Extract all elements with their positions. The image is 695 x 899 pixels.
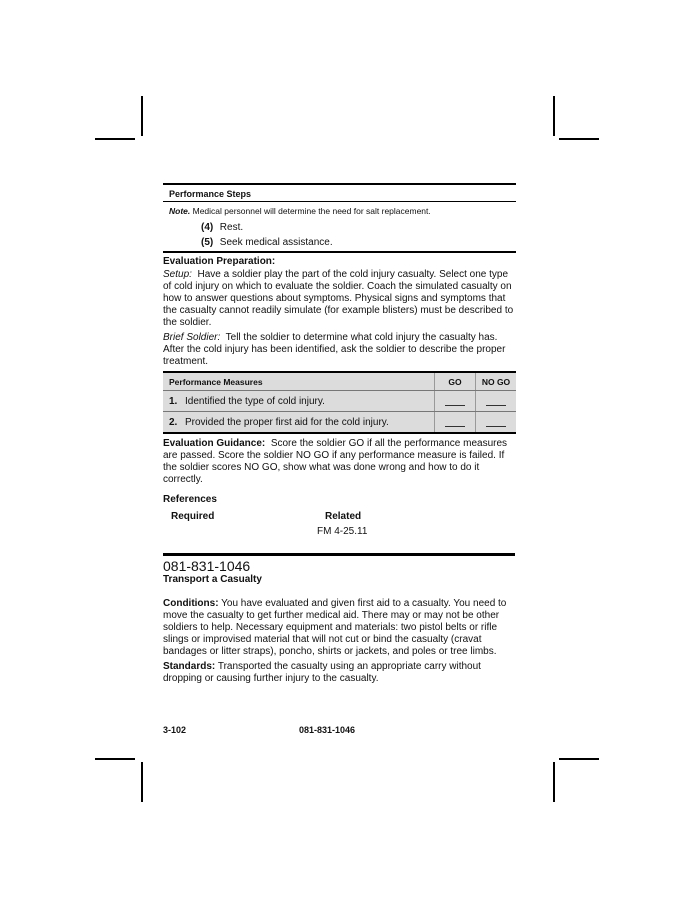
step-text: Seek medical assistance. [219, 237, 333, 248]
footer-task-code: 081-831-1046 [299, 725, 356, 735]
evaluation-preparation-heading: Evaluation Preparation: [163, 256, 276, 267]
references-columns [163, 511, 516, 522]
measure-text: Identified the type of cold injury. [185, 395, 325, 407]
standards-text: Transported the casualty using an appropriate carry without dropping or causing further injury to the casualty. [163, 661, 481, 684]
evaluation-guidance-text: Score the soldier GO if all the performance measures are passed. Score the soldier NO GO if any performance measure is failed. If the soldier scores NO GO, show what was done wrong and how to do it correctly. [163, 438, 508, 485]
crop-mark-top-right-h [559, 138, 599, 140]
measure-number: 1. [169, 395, 178, 407]
evaluation-guidance-paragraph [163, 438, 516, 486]
step-text: Rest. [219, 222, 244, 233]
step-5 [163, 236, 516, 251]
references-heading: References [163, 494, 217, 505]
task-title: Transport a Casualty [163, 574, 262, 585]
crop-mark-bottom-right-v [553, 762, 555, 802]
go-blank[interactable] [435, 391, 476, 412]
crop-mark-top-right-v [553, 96, 555, 136]
measure-cell [163, 412, 435, 434]
brief-text: Tell the soldier to determine what cold injury the casualty has. After the cold injury has been identified, ask the soldier to describe the proper treatment. [163, 332, 506, 367]
crop-mark-top-left-h [95, 138, 135, 140]
table-row [163, 412, 516, 434]
note-text: Medical personnel will determine the need for salt replacement. [192, 206, 431, 216]
note-label: Note. [169, 206, 191, 216]
step-number: (4) [201, 222, 214, 233]
setup-text: Have a soldier play the part of the cold injury casualty. Select one type of cold injury on which to evaluate the soldier. Coach the simulated casualty on how to answer questions about symptoms. Physical signs and symptoms that the casualty cannot readily simulate (for example blisters) must be described to the soldier. [163, 269, 514, 328]
no-go-blank[interactable] [476, 412, 517, 434]
table-row [163, 391, 516, 412]
standards-label: Standards: [163, 661, 216, 672]
table-header-row [163, 372, 516, 391]
brief-soldier-paragraph [163, 332, 516, 368]
task-number: 081-831-1046 [163, 558, 251, 574]
performance-steps-header: Performance Steps [169, 189, 252, 199]
step-4 [163, 221, 516, 236]
measure-number: 2. [169, 416, 178, 428]
setup-label: Setup: [163, 269, 192, 280]
no-go-blank[interactable] [476, 391, 517, 412]
related-label: Related [325, 511, 362, 522]
standards-paragraph [163, 661, 516, 685]
measure-cell [163, 391, 435, 412]
conditions-text: You have evaluated and given first aid to a casualty. You need to move the casualty to get further medical aid. There may or may not be other soldiers to help. Necessary equipment and materials: two pistol belts or rifle slings or improvised material that will not cut or bind the casualty (cravat bandages or litter straps), poncho, shirts or jackets, and poles or tree limbs. [163, 598, 507, 657]
crop-mark-bottom-left-v [141, 762, 143, 802]
conditions-label: Conditions: [163, 598, 219, 609]
performance-measures-header: Performance Measures [163, 372, 435, 391]
go-blank[interactable] [435, 412, 476, 434]
step-number: (5) [201, 237, 214, 248]
page-content [163, 183, 516, 688]
evaluation-guidance-label: Evaluation Guidance: [163, 438, 266, 449]
related-reference: FM 4-25.11 [317, 526, 368, 537]
measure-text: Provided the proper first aid for the cold injury. [185, 416, 389, 428]
conditions-paragraph [163, 598, 516, 658]
no-go-header: NO GO [476, 372, 517, 391]
steps-end-rule [163, 251, 516, 253]
note [163, 202, 516, 221]
performance-measures-table [163, 371, 516, 434]
crop-mark-bottom-right-h [559, 758, 599, 760]
go-header: GO [435, 372, 476, 391]
task-separator-rule [163, 553, 515, 556]
footer-page-number: 3-102 [163, 725, 187, 735]
crop-mark-bottom-left-h [95, 758, 135, 760]
crop-mark-top-left-v [141, 96, 143, 136]
setup-paragraph [163, 269, 516, 329]
brief-label: Brief Soldier: [163, 332, 221, 343]
required-label: Required [171, 511, 215, 522]
